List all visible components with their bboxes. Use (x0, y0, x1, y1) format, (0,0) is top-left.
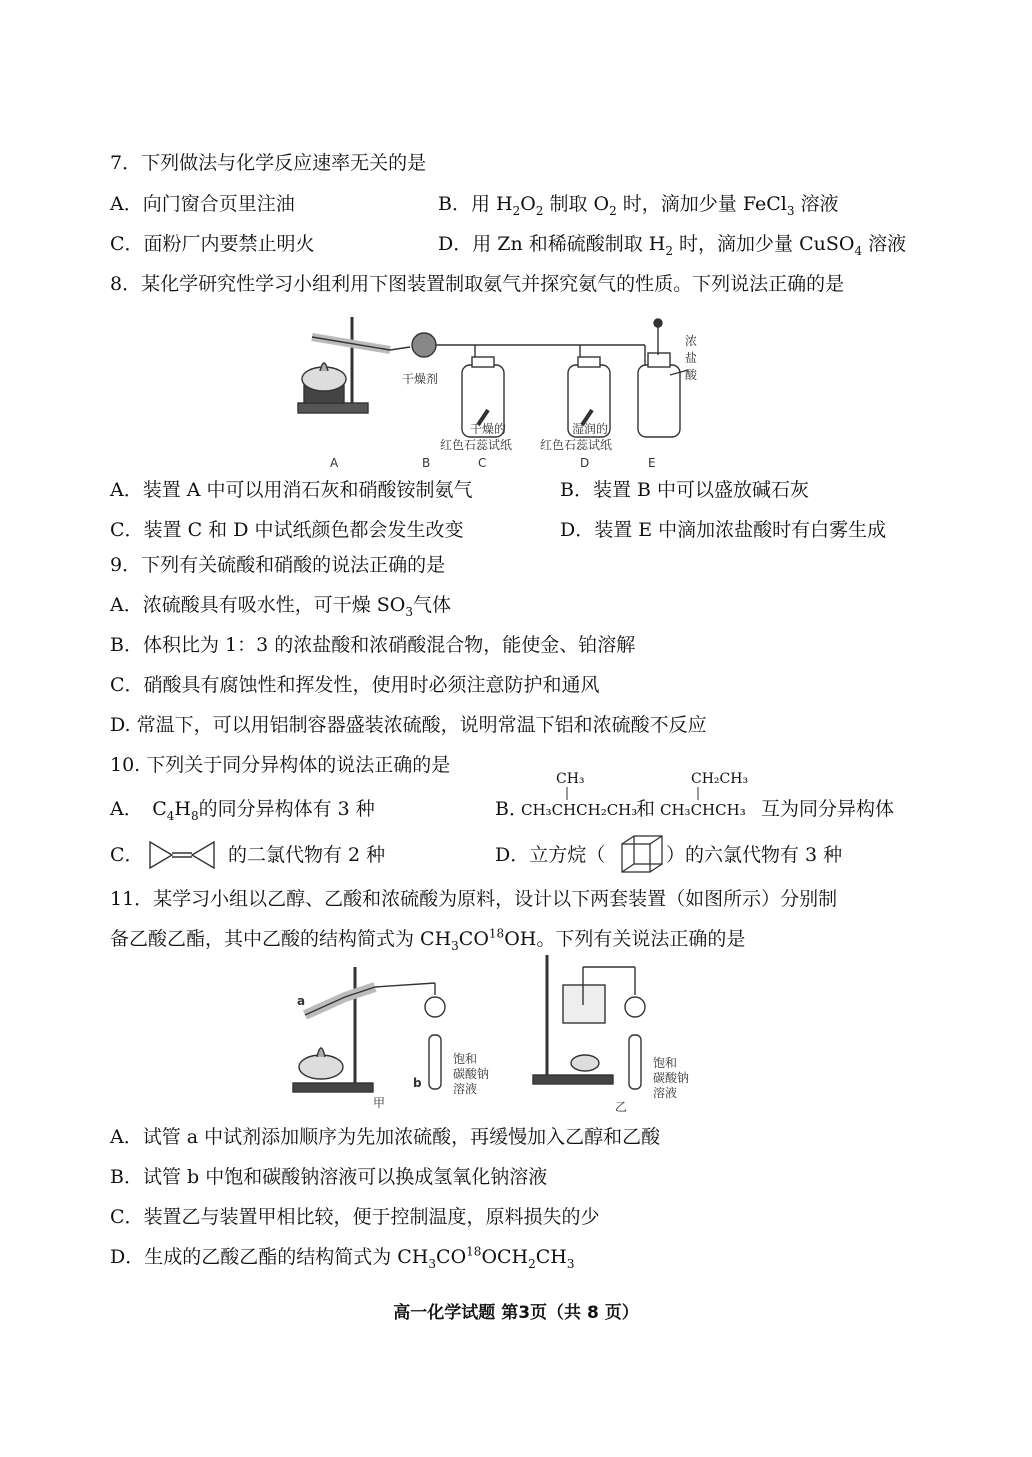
q11-option-c: C．装置乙与装置甲相比较，便于控制温度，原料损失的少 (110, 1206, 600, 1228)
q9-option-a: A．浓硫酸具有吸水性，可干燥 $SO_3$气体 (110, 594, 452, 619)
q11-apparatus-figure (285, 955, 705, 1115)
q11-stem-line1: 11．某学习小组以乙醇、乙酸和浓硫酸为原料，设计以下两套装置（如图所示）分别制 (110, 888, 838, 910)
label-solution-2-c: 溶液 (653, 1086, 678, 1100)
label-D: D (580, 456, 590, 470)
q9-option-d: D. 常温下，可以用铝制容器盛装浓硫酸，说明常温下铝和浓硫酸不反应 (110, 714, 707, 736)
stand-base (298, 403, 368, 413)
q10-option-c-label: C． (110, 844, 144, 866)
q10-b-post: 互为同分异构体 (761, 798, 895, 820)
q8-option-a: A．装置 A 中可以用消石灰和硝酸铵制氨气 (110, 479, 473, 501)
bicyclo-structure-icon (146, 840, 218, 870)
q7-option-d: D．用 Zn 和稀硫酸制取 $H_2$ 时，滴加少量 CuSO$_4$ 溶液 (438, 233, 907, 258)
label-solution-1-c: 溶液 (453, 1082, 478, 1096)
label-dry-paper-2: 红色石蕊试纸 (440, 438, 513, 452)
q10-b-formula2-branch: CH₂CH₃ (691, 771, 749, 787)
cubane-structure-icon (620, 834, 666, 874)
label-acid-2: 盐 (685, 351, 698, 365)
q8-stem: 8．某化学研究性学习小组利用下图装置制取氨气并探究氨气的性质。下列说法正确的是 (110, 273, 845, 295)
q8-apparatus-figure (290, 315, 710, 475)
q9-option-c: C．硝酸具有腐蚀性和挥发性，使用时必须注意防护和通风 (110, 674, 600, 696)
q8-option-b: B．装置 B 中可以盛放碱石灰 (560, 479, 810, 501)
q10-b-formula2: CH₃CHCH₃ (660, 801, 746, 819)
label-jia: 甲 (373, 1096, 386, 1110)
q9-stem: 9．下列有关硫酸和硝酸的说法正确的是 (110, 554, 446, 576)
label-solution-2-b: 碳酸钠 (653, 1071, 690, 1085)
q10-option-d-post: ）的六氯代物有 3 种 (666, 844, 843, 866)
label-C: C (478, 456, 487, 470)
label-B: B (422, 456, 431, 470)
label-tube-a: a (297, 994, 306, 1008)
q10-b-bonds (560, 786, 740, 802)
q10-b-formula1: CH₃CHCH₂CH₃ (521, 801, 638, 819)
q11-stem-line2: 备乙酸乙酯，其中乙酸的结构简式为 $CH_3CO^{18}OH$。下列有关说法正确的是 (110, 926, 746, 953)
q8-option-d: D．装置 E 中滴加浓盐酸时有白雾生成 (560, 519, 887, 541)
q10-b-and: 和 (636, 798, 656, 820)
label-dryer: 干燥剂 (402, 372, 439, 386)
q10-option-b-label: B． (495, 798, 528, 820)
page-footer: 高一化学试题 第3页（共 8 页） (393, 1303, 639, 1323)
label-dry-paper-1: 干燥的 (470, 422, 507, 436)
label-solution-1-b: 碳酸钠 (453, 1067, 490, 1081)
label-wet-paper-2: 红色石蕊试纸 (540, 438, 613, 452)
label-tube-b: b (413, 1076, 422, 1090)
label-acid-3: 酸 (685, 368, 698, 382)
label-wet-paper-1: 湿润的 (572, 422, 609, 436)
q11-option-a: A．试管 a 中试剂添加顺序为先加浓硫酸，再缓慢加入乙醇和乙酸 (110, 1126, 661, 1148)
q7-stem: 7．下列做法与化学反应速率无关的是 (110, 152, 427, 174)
q7-option-a: A．向门窗合页里注油 (110, 193, 295, 215)
label-acid-1: 浓 (685, 334, 698, 348)
q9-option-b: B．体积比为 1：3 的浓盐酸和浓硝酸混合物，能使金、铂溶解 (110, 634, 636, 656)
q7-option-b: B．用 $H_2O_2$ 制取 $O_2$ 时，滴加少量 FeCl$_3$ 溶液 (438, 193, 839, 218)
q10-option-a: A． $C_4H_8$的同分异构体有 3 种 (110, 798, 375, 823)
label-A: A (330, 456, 339, 470)
q8-option-c: C．装置 C 和 D 中试纸颜色都会发生改变 (110, 519, 464, 541)
q7-option-c: C．面粉厂内要禁止明火 (110, 233, 315, 255)
q10-option-d-pre: D．立方烷（ (495, 844, 606, 866)
q11-option-b: B．试管 b 中饱和碳酸钠溶液可以换成氢氧化钠溶液 (110, 1166, 548, 1188)
label-E: E (648, 456, 656, 470)
label-solution-2-a: 饱和 (653, 1056, 678, 1070)
q10-stem: 10. 下列关于同分异构体的说法正确的是 (110, 754, 451, 776)
q10-option-c-text: 的二氯代物有 2 种 (228, 844, 386, 866)
label-solution-1-a: 饱和 (453, 1052, 478, 1066)
q11-option-d: D．生成的乙酸乙酯的结构简式为 $CH_3CO^{18}OCH_2CH_3$ (110, 1244, 575, 1271)
label-yi: 乙 (615, 1100, 628, 1114)
q10-b-formula1-branch: CH₃ (556, 771, 585, 787)
